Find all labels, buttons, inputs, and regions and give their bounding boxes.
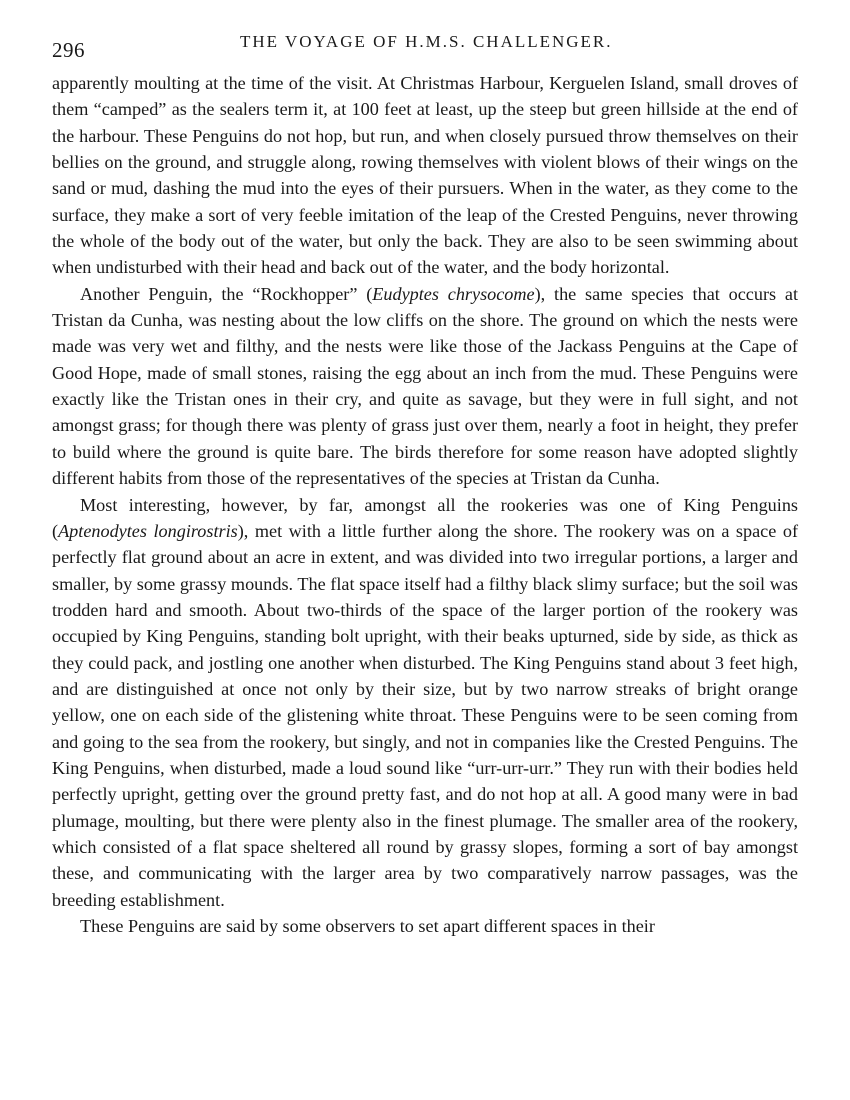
paragraph: [52, 913, 798, 939]
paragraph-text: ), the same species that occurs at Tristan da Cunha, was nesting about the low cliffs on the shore. The ground on which the nests were made was very wet and filthy, and the nests were like those of the Jackass Penguins at the Cape of Good Hope, made of small stones, raising the egg about an inch from the mud. These Penguins were exactly like the Tristan ones in their cry, and quite as savage, but they were in full sight, and not amongst grass; for though there was plenty of grass just over them, nearly a foot in height, they prefer to build where the ground is quite bare. The birds therefore for some reason have adopted slightly different habits from those of the representatives of the species at Tristan da Cunha.: [52, 283, 799, 489]
running-head: [52, 28, 798, 62]
paragraph: [52, 70, 798, 281]
paragraph-text: ), met with a little further along the shore. The rookery was on a space of perfectly flat ground about an acre in extent, and was divided into two irregular portions, a larger and smaller, by some grassy mounds. The flat space itself had a filthy black slimy surface; but the soil was trodden hard and smooth. About two-thirds of the space of the larger portion of the rookery was occupied by King Penguins, standing bolt upright, with their beaks upturned, side by side, as thick as they could pack, and jostling one another when disturbed. The King Penguins stand about 3 feet high, and are distinguished at once not only by their size, but by two narrow streaks of bright orange yellow, one on each side of the glistening white throat. These Penguins were to be seen coming from and going to the sea from the rookery, but singly, and not in companies like the Crested Penguins. The King Penguins, when disturbed, made a loud sound like “urr-urr-urr.” They run with their bodies held perfectly upright, getting over the ground pretty fast, and do not hop at all. A good many were in bad plumage, moulting, but there were plenty also in the finest plumage. The smaller area of the rookery, which consisted of a flat space sheltered all round by grassy slopes, forming a sort of bay amongst these, and communicating with the larger area by two comparatively narrow passages, was the breeding establishment.: [52, 520, 799, 910]
paragraph-text: Most interesting, however, by far, amongst all the rookeries was one of King Penguins (: [52, 494, 798, 541]
paragraph: [52, 492, 798, 914]
paragraph-text: Another Penguin, the “Rockhopper” (: [80, 283, 373, 304]
paragraph: [52, 281, 798, 492]
running-title: THE VOYAGE OF H.M.S. CHALLENGER.: [240, 32, 613, 51]
paragraph-text: apparently moulting at the time of the visit. At Christmas Harbour, Kerguelen Island, small droves of them “camped” as the sealers term it, at 100 feet at least, up the steep but green hillside at the end of the harbour. These Penguins do not hop, but run, and when closely pursued throw themselves on their bellies on the ground, and struggle along, rowing themselves with violent blows of their wings on the sand or mud, dashing the mud into the eyes of their pursuers. When in the water, as they come to the surface, they make a sort of very feeble imitation of the leap of the Crested Penguins, never throwing the whole of the body out of the water, but only the back. They are also to be seen swimming about when undisturbed with their head and back out of the water, and the body horizontal.: [52, 73, 798, 278]
page-number: 296: [52, 38, 85, 62]
paragraph-text: These Penguins are said by some observers to set apart different spaces in their: [80, 916, 655, 936]
species-name: Eudyptes chrysocome: [372, 283, 535, 304]
species-name: Aptenodytes longirostris: [58, 520, 238, 541]
book-page: [52, 28, 798, 939]
